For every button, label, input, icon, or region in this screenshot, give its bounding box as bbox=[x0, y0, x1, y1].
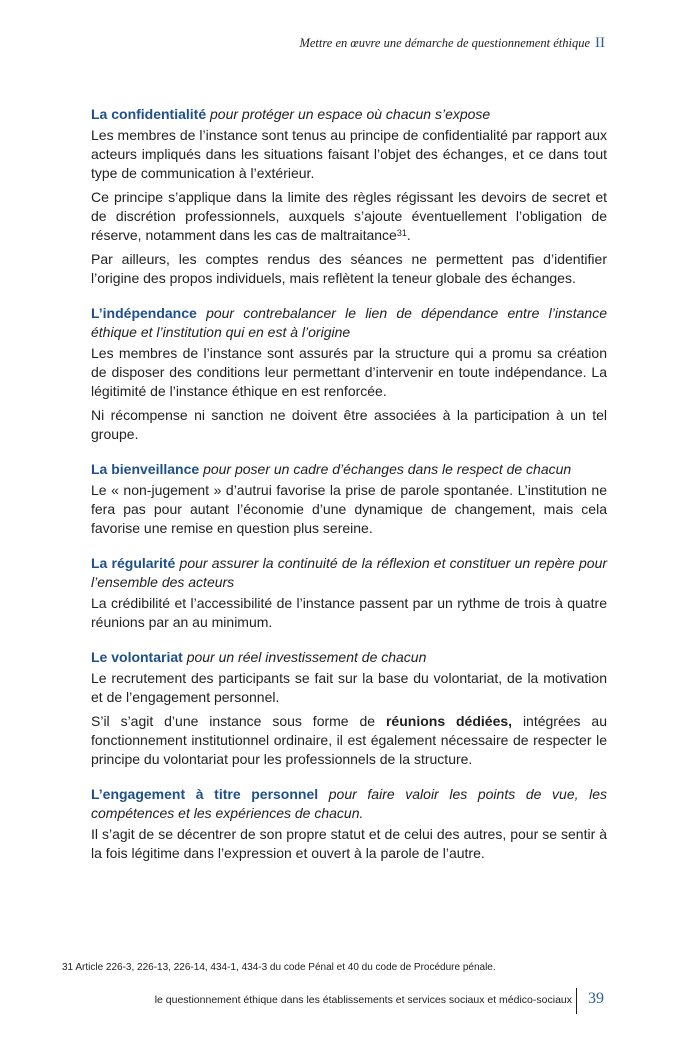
section-keyword: L’indépendance bbox=[91, 305, 197, 321]
section-subtitle: pour poser un cadre d’échanges dans le respect de chacun bbox=[203, 461, 572, 477]
chapter-number: II bbox=[595, 35, 605, 51]
section-keyword: La bienveillance bbox=[91, 461, 200, 477]
section-benevolence bbox=[91, 460, 607, 538]
section-keyword: La confidentialité bbox=[91, 106, 207, 122]
paragraph-text: Ce principe s’applique dans la limite des règles régissant les devoirs de secret et de discrétion professionnels, auxquels s’ajoute éventuellement l’obligation de réserve, notamment dans les cas de maltraitance bbox=[91, 189, 607, 243]
emphasized-text: réunions dédiées, bbox=[385, 713, 513, 729]
paragraph: Ni récompense ni sanction ne doivent être associées à la participation à un tel groupe. bbox=[91, 407, 607, 442]
paragraph-text: intégrées au fonctionnement institutionnel ordinaire, il est également nécessaire de respecter le principe du volontariat pour les professionnels de la structure. bbox=[91, 713, 607, 767]
paragraph: La crédibilité et l’accessibilité de l’instance passent par un rythme de trois à quatre réunions par an au minimum. bbox=[91, 595, 607, 630]
paragraph: Il s’agit de se décentrer de son propre statut et de celui des autres, pour se sentir à la fois légitime dans l’expression et ouvert à la parole de l’autre. bbox=[91, 826, 607, 861]
section-heading bbox=[91, 785, 607, 823]
section-subtitle: pour contrebalancer le lien de dépendance entre l’instance éthique et l’institution qui en est à l’origine bbox=[91, 305, 607, 340]
section-independence bbox=[91, 304, 607, 444]
paragraph: Ce principe s’applique dans la limite des règles régissant les devoirs de secret et de discrétion professionnels, auxquels s’ajoute éventuellement l’obligation de réserve, notamment dans les cas de maltraitance$^{31}$. bbox=[91, 189, 607, 243]
paragraph-text: S’il s’agit d’une instance sous forme de bbox=[91, 713, 376, 729]
paragraph: Le recrutement des participants se fait sur la base du volontariat, de la motivation et de l’engagement personnel. bbox=[91, 670, 607, 705]
document-body bbox=[91, 105, 607, 879]
paragraph: Les membres de l’instance sont tenus au principe de confidentialité par rapport aux acteurs impliqués dans les situations faisant l’objet des échanges, et ce dans tout type de communication à l’extérieur. bbox=[91, 127, 607, 181]
section-heading bbox=[91, 105, 607, 124]
paragraph bbox=[91, 712, 607, 769]
section-confidentiality bbox=[91, 105, 607, 288]
section-heading bbox=[91, 648, 607, 667]
section-keyword: La régularité bbox=[91, 555, 176, 571]
section-heading bbox=[91, 304, 607, 342]
page-number: 39 bbox=[588, 990, 604, 1007]
running-header bbox=[299, 35, 605, 52]
paragraph: Les membres de l’instance sont assurés par la structure qui a promu sa création de disposer des conditions leur permettant d’intervenir en toute indépendance. La légitimité de l’instance éthique en est renforcée. bbox=[91, 345, 607, 399]
section-keyword: L’engagement à titre personnel bbox=[91, 786, 319, 802]
section-keyword: Le volontariat bbox=[91, 649, 183, 665]
section-subtitle: pour un réel investissement de chacun bbox=[186, 649, 427, 665]
section-heading bbox=[91, 460, 607, 479]
section-subtitle: pour protéger un espace où chacun s’expose bbox=[210, 106, 491, 122]
paragraph: Par ailleurs, les comptes rendus des séances ne permettent pas d’identifier l’origine des propos individuels, mais reflètent la teneur globale des échanges. bbox=[91, 251, 607, 286]
footer-divider bbox=[576, 988, 577, 1014]
footnote: 31 Article 226-3, 226-13, 226-14, 434-1, 434-3 du code Pénal et 40 du code de Procédure pénale. bbox=[62, 962, 496, 973]
section-subtitle: pour assurer la continuité de la réflexion et constituer un repère pour l’ensemble des acteurs bbox=[91, 555, 608, 590]
section-subtitle: pour faire valoir les points de vue, les compétences et les expériences de chacun. bbox=[91, 786, 608, 821]
section-heading bbox=[91, 554, 607, 592]
footer-publication-title: le questionnement éthique dans les établissements et services sociaux et médico-sociaux bbox=[154, 994, 572, 1006]
section-personal-commitment bbox=[91, 785, 607, 863]
footnote-reference[interactable]: 31 bbox=[396, 228, 407, 238]
paragraph: Le « non-jugement » d’autrui favorise la prise de parole spontanée. L’institution ne fera pas pour autant l’économie d’une dynamique de changement, mais cela favorise une remise en question plus sereine. bbox=[91, 482, 607, 536]
running-title: Mettre en œuvre une démarche de questionnement éthique bbox=[299, 36, 590, 50]
section-volunteering bbox=[91, 648, 607, 769]
section-regularity bbox=[91, 554, 607, 632]
